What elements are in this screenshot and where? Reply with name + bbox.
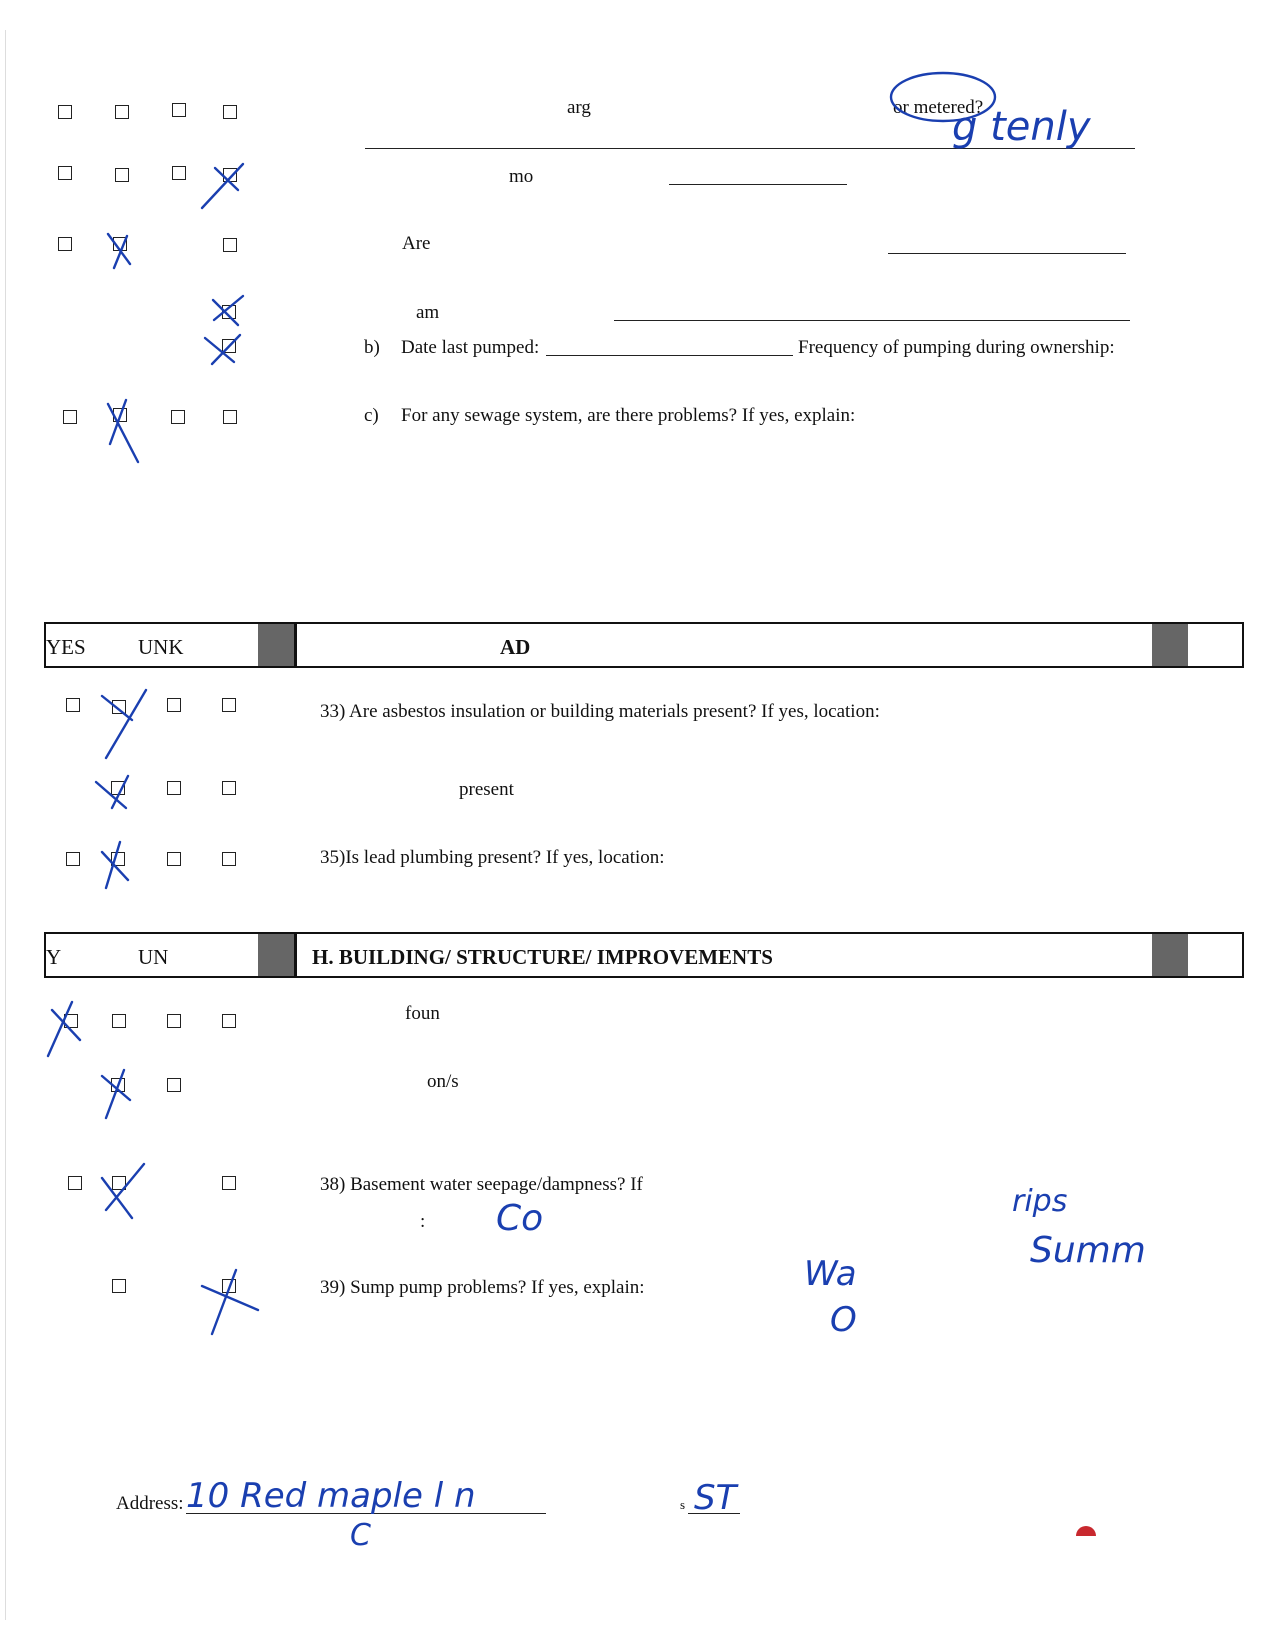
q34-question: present: [459, 779, 514, 800]
address-label: Address:: [116, 1493, 184, 1514]
handwriting-address: 10 Red maple l n: [186, 1476, 476, 1516]
row2-question: mo: [509, 166, 534, 187]
handwriting-initials: ST: [694, 1478, 737, 1518]
handwriting-q39-answer-1: Wa: [804, 1254, 857, 1294]
qb-frequency-label: Frequency of pumping during ownership:: [798, 337, 1115, 358]
x-mark-q33-no: [102, 690, 146, 758]
q35-question: 35)Is lead plumbing present? If yes, location:: [320, 847, 665, 868]
qc-question: For any sewage system, are there problems? If yes, explain:: [401, 405, 856, 426]
qb-date-label: Date last pumped:: [401, 337, 540, 358]
handwriting-note-2: Summ: [1030, 1230, 1146, 1271]
x-mark-qb-unk: [205, 335, 240, 364]
handwriting-address-sub: C: [350, 1518, 371, 1553]
metered-label: or metered?: [893, 97, 984, 118]
x-mark-q35-no: [102, 842, 128, 888]
x-mark-row4-unk: [213, 296, 243, 325]
qc-label: c): [364, 405, 379, 426]
x-mark-q39-na: [202, 1270, 258, 1334]
x-mark-qc-no: [108, 400, 138, 462]
q38-colon: :: [420, 1211, 426, 1232]
section-g-title: AD: [500, 635, 531, 659]
q37-question: on/s: [427, 1071, 459, 1092]
q38-question: 38) Basement water seepage/dampness? If: [320, 1174, 643, 1195]
q39-question: 39) Sump pump problems? If yes, explain:: [320, 1277, 645, 1298]
col-unk-label: UNK: [138, 635, 184, 659]
x-mark-q37-no: [102, 1070, 130, 1118]
col-yes-label: YES: [46, 635, 86, 659]
x-mark-row2-na: [202, 164, 243, 208]
col-unk-label: UN: [138, 945, 169, 969]
x-mark-q38-no: [102, 1164, 144, 1218]
handwriting-q38-answer: Co: [496, 1198, 544, 1239]
x-mark-q36-yes: [48, 1002, 80, 1056]
qb-label: b): [364, 337, 380, 358]
handwriting-q39-answer-2: O: [830, 1300, 857, 1340]
x-mark-q34-no: [96, 776, 128, 808]
x-mark-row3-no: [108, 234, 130, 268]
row1-question: arg: [567, 97, 591, 118]
row3-question: Are: [402, 233, 431, 254]
q33-question: 33) Are asbestos insulation or building materials present? If yes, location:: [320, 701, 880, 722]
initials-prefix: s: [680, 1497, 686, 1512]
handwriting-note-1: rips: [1012, 1184, 1068, 1219]
col-yes-label: Y: [46, 945, 62, 969]
row4-question: am: [416, 302, 440, 323]
handwriting-metered: g tenly: [952, 104, 1091, 150]
section-h-title: H. BUILDING/ STRUCTURE/ IMPROVEMENTS: [312, 945, 773, 969]
metered-circle-mark: [891, 73, 995, 121]
q36-question: foun: [405, 1003, 440, 1024]
